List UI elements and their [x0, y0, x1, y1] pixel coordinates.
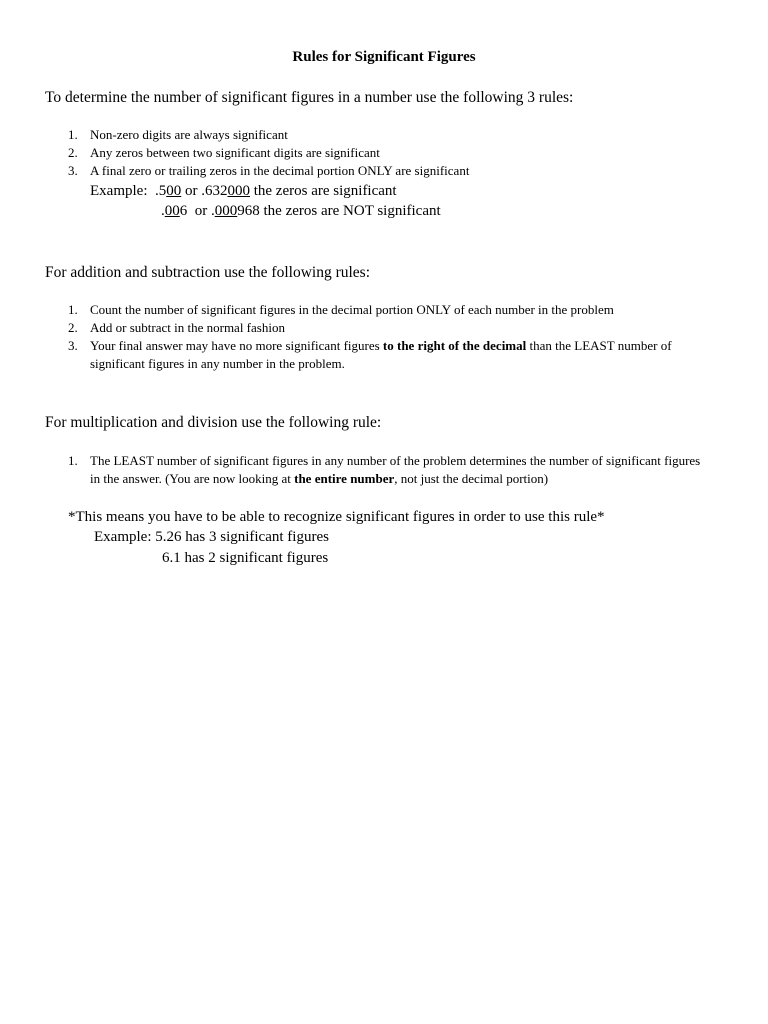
page-title: Rules for Significant Figures	[292, 49, 476, 65]
underlined-zeros: 000	[227, 183, 250, 199]
underlined-zeros: 000	[214, 203, 238, 219]
rule-text: Add or subtract in the normal fashion	[90, 320, 285, 335]
section-3-rules-list	[45, 452, 705, 488]
list-item: 3. A final zero or trailing zeros in the decimal portion ONLY are significant	[68, 163, 470, 178]
section-2-rules-list	[45, 301, 715, 373]
section-3-intro: For multiplication and division use the following rule:	[45, 414, 382, 431]
section-1-rules-list	[45, 126, 745, 180]
list-item: 2. Any zeros between two significant digits are significant	[68, 145, 380, 160]
rule-text: Any zeros between two significant digits are significant	[90, 145, 380, 160]
example-line-2: .006 or .000968 the zeros are NOT significant	[161, 203, 441, 219]
example-line-3: Example: 5.26 has 3 significant figures	[94, 529, 329, 545]
rule-text: Non-zero digits are always significant	[90, 127, 288, 142]
list-item: 1. Count the number of significant figures in the decimal portion ONLY of each number in the problem	[68, 302, 614, 317]
rule-text: The LEAST number of significant figures in any number of the problem determines the number of significant figures in the answer. (You are now looking at the entire number, not just the decimal portion)	[90, 453, 701, 486]
list-item: 3. Your final answer may have no more significant figures to the right of the decimal than the LEAST number of significant figures in any number in the problem.	[68, 338, 672, 371]
underlined-zeros: 00	[164, 203, 180, 219]
list-item: 2. Add or subtract in the normal fashion	[68, 320, 285, 335]
section-1-intro: To determine the number of significant figures in a number use the following 3 rules:	[45, 89, 574, 106]
rule-text: Your final answer may have no more significant figures to the right of the decimal than the LEAST number of significant figures in any number in the problem.	[90, 338, 672, 371]
list-item: 1. The LEAST number of significant figures in any number of the problem determines the number of significant figures in the answer. (You are now looking at the entire number, not just the decimal portion)	[68, 453, 701, 486]
example-label: Example:	[90, 183, 148, 199]
example-line-4: 6.1 has 2 significant figures	[162, 550, 329, 566]
list-item: 1. Non-zero digits are always significant	[68, 127, 288, 142]
rule-note: *This means you have to be able to recognize significant figures in order to use this rule*	[68, 509, 605, 525]
underlined-zeros: 00	[166, 183, 182, 199]
bold-phrase: the entire number	[294, 471, 395, 486]
rule-text: A final zero or trailing zeros in the decimal portion ONLY are significant	[90, 163, 470, 178]
bold-phrase: to the right of the decimal	[382, 338, 527, 353]
rule-text: Count the number of significant figures in the decimal portion ONLY of each number in the problem	[90, 302, 614, 317]
example-line-1: Example: .500 or .632000 the zeros are significant	[90, 183, 397, 199]
section-2-intro: For addition and subtraction use the following rules:	[45, 264, 371, 281]
